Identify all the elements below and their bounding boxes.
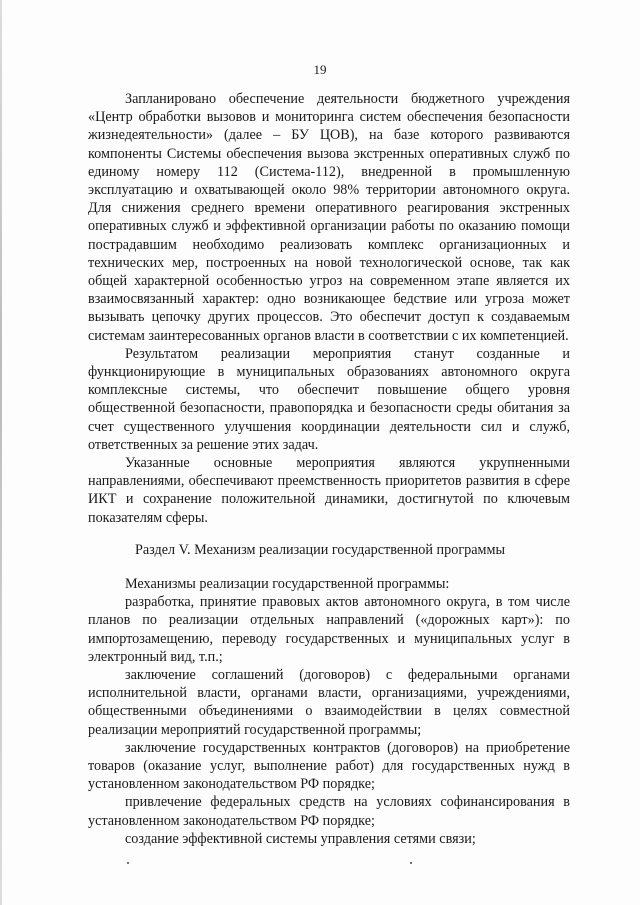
body-text-top — [88, 90, 570, 527]
paragraph: Результатом реализации мероприятия станут созданные и функционирующие в муниципальных образованиях автономного округа комплексные системы, что обеспечит повышение общего уровня общественной безопасности, правопорядка и безопасности среды обитания за счет существенного улучшения координации деятельности сил и служб, ответственных за решение этих задач. — [88, 345, 570, 453]
paragraph: Механизмы реализации государственной программы: — [125, 576, 450, 592]
list-item: создание эффективной системы управления сетями связи; — [125, 830, 476, 847]
scan-speck — [127, 862, 129, 864]
page-number: 19 — [313, 62, 327, 77]
list-item: привлечение федеральных средств на условиях софинансирования в установленном законодательством РФ порядке; — [88, 794, 570, 829]
list-item: заключение государственных контрактов (договоров) на приобретение товаров (оказание услуг, выполнение работ) для государственных нужд в установленном законодательством РФ порядке; — [88, 739, 570, 793]
list-item: разработка, принятие правовых актов автономного округа, в том числе планов по реализации отдельных направлений («дорожных карт»): по импортозамещению, переводу государственных и муниципальных услуг в электронный вид, т.п.; — [88, 594, 570, 665]
scan-speck — [410, 862, 412, 864]
body-text-bottom — [88, 575, 570, 848]
scan-edge — [0, 0, 2, 905]
paragraph: Указанные основные мероприятия являются укрупненными направлениями, обеспечивают преемственность приоритетов развития в сфере ИКТ и сохранение положительной динамики, достигнутой по ключевым показателям сферы. — [88, 455, 570, 526]
section-heading: Раздел V. Механизм реализации государственной программы — [134, 542, 506, 558]
paragraph: Запланировано обеспечение деятельности бюджетного учреждения «Центр обработки вызовов и мониторинга систем обеспечения безопасности жизнедеятельности» (далее – БУ ЦОВ), на базе которого развиваются компоненты Системы обеспечения вызова экстренных оперативных служб по единому номеру 112 (Система-112), внедренной в промышленную эксплуатацию и охватывающей около 98% территории автономного округа. Для снижения среднего времени оперативного реагирования экстренных оперативных служб и эффективной организации работы по оказанию помощи пострадавшим необходимо реализовать комплекс организационных и технических мер, построенных на новой технологической основе, так как общей характерной особенностью угроз на современном этапе является их взаимосвязанный характер: одно возникающее бедствие или угроза может вызывать цепочку других процессов. Это обеспечит доступ к создаваемым системам заинтересованных органов власти в соответствии с их компетенцией. — [88, 91, 570, 344]
list-item: заключение соглашений (договоров) с федеральными органами исполнительной власти, органами власти, организациями, учреждениями, общественными объединениями о взаимодействии в целях совместной реализации мероприятий государственной программы; — [88, 667, 570, 738]
